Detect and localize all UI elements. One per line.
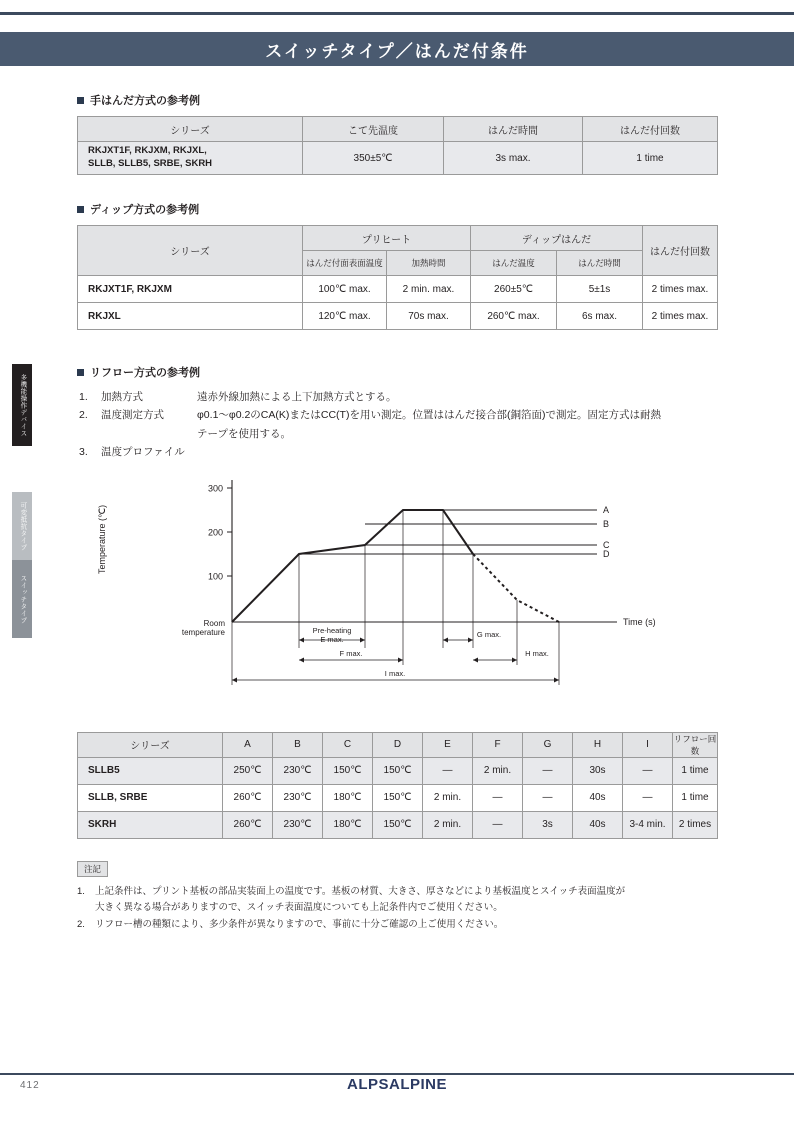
cell-b: 230℃: [273, 784, 323, 811]
cell-d: 150℃: [373, 784, 423, 811]
notes-badge: 注記: [77, 861, 108, 877]
cell-c: 180℃: [323, 784, 373, 811]
col-surface-temp: はんだ付面表面温度: [303, 251, 387, 276]
col-preheat: プリヒート: [303, 226, 471, 251]
cell-e: 2 min.: [423, 784, 473, 811]
bullet-square-icon: [77, 369, 84, 376]
col-a: A: [223, 732, 273, 757]
side-tab-label: スイッチタイプ: [19, 574, 27, 624]
item-number: 1.: [79, 391, 88, 403]
cell-series: SLLB5: [78, 757, 223, 784]
reflow-profile-svg: [77, 470, 718, 732]
col-d: D: [373, 732, 423, 757]
cell-solder-time: 5±1s: [557, 276, 643, 303]
level-label-A: A: [603, 504, 610, 515]
col-reflow-count: リフロー回数: [673, 733, 717, 756]
note-text-continued: 大きく異なる場合がありますので、スイッチ表面温度についても上記条件内でご使用ください。: [95, 902, 503, 914]
table-row: [78, 276, 718, 303]
cell-solder-temp: 260℃ max.: [471, 303, 557, 330]
section2-heading: [77, 201, 718, 217]
section1-heading-text: 手はんだ方式の参考例: [90, 95, 200, 107]
span-label-e-max: E max.: [320, 634, 344, 644]
span-label-preheating: Pre-heating: [312, 625, 352, 635]
cell-series: SLLB, SRBE: [78, 784, 223, 811]
cell-series: RKJXT1F, RKJXM: [78, 276, 303, 303]
level-label-B: B: [603, 518, 610, 529]
cell-c: 180℃: [323, 811, 373, 838]
cell-h: 40s: [573, 811, 623, 838]
cell-g: —: [523, 757, 573, 784]
item-text-line1: φ0.1〜φ0.2のCA(K)またはCC(T)を用い測定。位置ははんだ接合部(銅箔面)で測定。固定方式は耐熱: [197, 409, 661, 422]
series-line-2: SLLB, SLLB5, SRBE, SKRH: [88, 158, 213, 169]
cell-f: —: [473, 784, 523, 811]
side-tab-variable-resistor[interactable]: [12, 492, 32, 560]
list-item: [79, 443, 718, 461]
col-series: シリーズ: [78, 117, 303, 142]
cell-reflow-count: 1 time: [673, 757, 718, 784]
section-dip-soldering: [77, 201, 718, 330]
ytick-100: 100: [207, 571, 223, 581]
cell-series: [78, 142, 303, 175]
room-temp-label-1: Room: [203, 618, 225, 628]
side-tab-label: 多機能操作デバイス: [19, 373, 27, 437]
note-text: リフロー槽の種類により、多少条件が異なりますので、事前に十分ご確認の上ご使用ください。: [95, 918, 504, 930]
cell-e: —: [423, 757, 473, 784]
ytick-300: 300: [207, 483, 223, 493]
table-row: [78, 303, 718, 330]
span-label-h-max: H max.: [525, 648, 549, 658]
dip-soldering-table: [77, 225, 718, 330]
note-item: [77, 917, 718, 934]
y-axis-label: Temperature (℃): [97, 504, 107, 574]
col-h: H: [573, 732, 623, 757]
hand-soldering-table: [77, 116, 718, 175]
cell-solder-count: 2 times max.: [643, 303, 718, 330]
col-solder-count: はんだ付回数: [583, 117, 718, 142]
cell-f: —: [473, 811, 523, 838]
list-item: [79, 406, 718, 443]
page-content: [77, 92, 718, 933]
item-text-line2: テープを使用する。: [197, 427, 291, 440]
footer-rule: [0, 1073, 794, 1075]
side-tab-multifunction[interactable]: [12, 364, 32, 446]
side-tab-label: 可変抵抗タイプ: [19, 501, 27, 551]
cell-tip-temp: 350±5℃: [303, 142, 444, 175]
col-series: シリーズ: [78, 732, 223, 757]
item-label: 温度測定方式: [101, 409, 164, 422]
cell-surface-temp: 120℃ max.: [303, 303, 387, 330]
section-reflow: [77, 364, 718, 732]
cell-g: —: [523, 784, 573, 811]
page-header: [0, 32, 794, 66]
table-header-row: [78, 117, 718, 142]
level-label-D: D: [603, 548, 610, 559]
cell-solder-count: 2 times max.: [643, 276, 718, 303]
col-g: G: [523, 732, 573, 757]
table-row: [78, 142, 718, 175]
col-c: C: [323, 732, 373, 757]
top-rule: [0, 12, 794, 15]
notes-section: [77, 859, 718, 934]
bullet-square-icon: [77, 206, 84, 213]
cell-heat-time: 2 min. max.: [387, 276, 471, 303]
x-axis-label: Time (s): [623, 616, 656, 627]
section2-heading-text: ディップ方式の参考例: [90, 204, 200, 216]
level-label-C: C: [603, 539, 610, 550]
col-tip-temp: こて先温度: [303, 117, 444, 142]
col-e: E: [423, 732, 473, 757]
section-reflow-values: [77, 732, 718, 839]
section3-heading-text: リフロー方式の参考例: [90, 367, 200, 379]
cell-i: —: [623, 757, 673, 784]
item-number: 3.: [79, 446, 88, 459]
page-number: 412: [20, 1080, 40, 1091]
span-label-g-max: G max.: [476, 629, 502, 639]
cell-reflow-count: 1 time: [673, 784, 718, 811]
reflow-profile-chart: [77, 470, 718, 732]
note-number: 1.: [77, 885, 85, 897]
reflow-values-table: [77, 732, 718, 839]
cell-solder-temp: 260±5℃: [471, 276, 557, 303]
table-header-row-group: [78, 226, 718, 251]
cell-heat-time: 70s max.: [387, 303, 471, 330]
cell-series: SKRH: [78, 811, 223, 838]
item-label: 加熱方式: [101, 391, 143, 403]
series-line-1: RKJXT1F, RKJXM, RKJXL,: [88, 145, 207, 157]
brand-logo: ALPSALPINE: [346, 1076, 447, 1093]
cell-d: 150℃: [373, 757, 423, 784]
cell-g: 3s: [523, 811, 573, 838]
cell-h: 40s: [573, 784, 623, 811]
cell-reflow-count: 2 times: [673, 811, 718, 838]
page-title: スイッチタイプ／はんだ付条件: [265, 41, 529, 61]
item-text: [197, 443, 718, 461]
cell-solder-count: 1 time: [583, 142, 718, 175]
ytick-200: 200: [207, 527, 223, 537]
bullet-square-icon: [77, 97, 84, 104]
cell-a: 260℃: [223, 784, 273, 811]
item-text: 遠赤外線加熱による上下加熱方式とする。: [197, 391, 397, 403]
item-label: 温度プロファイル: [101, 446, 185, 459]
col-i: I: [623, 732, 673, 757]
cell-a: 260℃: [223, 811, 273, 838]
list-item: [79, 388, 718, 406]
room-temp-label-2: temperature: [181, 627, 225, 637]
cell-i: 3-4 min.: [623, 811, 673, 838]
item-number: 2.: [79, 409, 88, 422]
side-tab-switch[interactable]: [12, 560, 32, 638]
note-item: [77, 884, 718, 901]
col-dip-solder: ディップはんだ: [471, 226, 643, 251]
col-solder-count: はんだ付回数: [643, 226, 718, 276]
table-row: [78, 757, 718, 784]
table-header-row: [78, 732, 718, 757]
col-solder-temp: はんだ温度: [471, 251, 557, 276]
cell-surface-temp: 100℃ max.: [303, 276, 387, 303]
table-row: [78, 784, 718, 811]
cell-c: 150℃: [323, 757, 373, 784]
cell-solder-time: 3s max.: [444, 142, 583, 175]
col-solder-time: はんだ時間: [444, 117, 583, 142]
section3-heading: [77, 364, 718, 380]
table-row: [78, 811, 718, 838]
col-b: B: [273, 732, 323, 757]
cell-b: 230℃: [273, 757, 323, 784]
cell-e: 2 min.: [423, 811, 473, 838]
cell-f: 2 min.: [473, 757, 523, 784]
cell-b: 230℃: [273, 811, 323, 838]
section-hand-soldering: [77, 92, 718, 175]
reflow-conditions-list: [79, 388, 718, 462]
span-label-i-max: I max.: [384, 668, 406, 678]
cell-d: 150℃: [373, 811, 423, 838]
note-number: 2.: [77, 918, 85, 930]
col-solder-time: はんだ時間: [557, 251, 643, 276]
span-label-f-max: F max.: [339, 648, 363, 658]
cell-h: 30s: [573, 757, 623, 784]
section1-heading: [77, 92, 718, 108]
notes-list: [77, 884, 718, 934]
cell-a: 250℃: [223, 757, 273, 784]
cell-series: RKJXL: [78, 303, 303, 330]
col-series: シリーズ: [78, 226, 303, 276]
note-text: 上記条件は、プリント基板の部品実装面上の温度です。基板の材質、大きさ、厚さなどにより基板温度とスイッチ表面温度が: [95, 885, 626, 897]
cell-solder-time: 6s max.: [557, 303, 643, 330]
col-f: F: [473, 732, 523, 757]
col-heat-time: 加熱時間: [387, 251, 471, 276]
item-text: [197, 406, 718, 443]
cell-i: —: [623, 784, 673, 811]
